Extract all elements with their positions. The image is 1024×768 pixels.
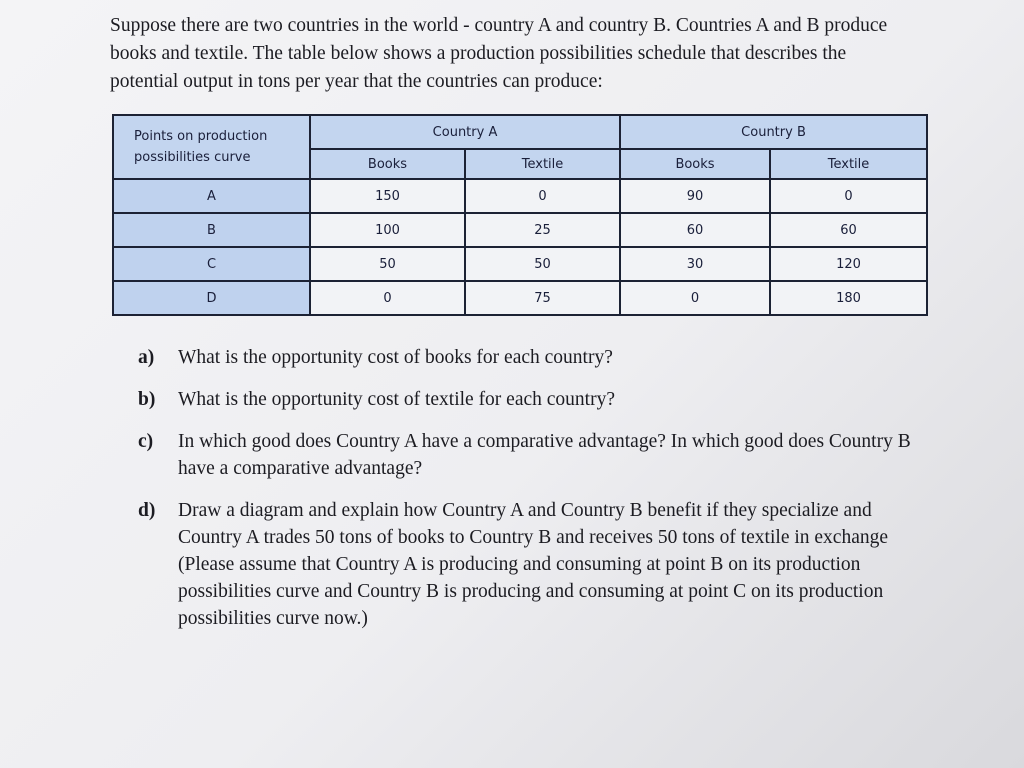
country-a-header: Country A <box>310 115 620 149</box>
b-textile-value: 60 <box>770 213 927 247</box>
production-possibilities-table <box>112 114 928 316</box>
point-label: A <box>113 179 310 213</box>
table-row <box>113 281 927 315</box>
question-marker: b) <box>138 389 156 410</box>
question-marker: a) <box>138 347 155 368</box>
table-row <box>113 179 927 213</box>
b-textile-value: 180 <box>770 281 927 315</box>
b-textile-value: 0 <box>770 179 927 213</box>
a-textile-value: 0 <box>465 179 620 213</box>
question-text: Draw a diagram and explain how Country A and Country B benefit if they specialize and Country A trades 50 tons of books to Country B and receives 50 tons of textile in exchange (Please assume that Country A is producing and consuming at point B on its production possibilities curve and Country B is producing and consuming at point C on its production possibilities curve now.) <box>178 500 889 629</box>
b-books-value: 90 <box>620 179 770 213</box>
country-b-header: Country B <box>620 115 927 149</box>
sub-header-a-books: Books <box>310 149 465 179</box>
b-books-value: 60 <box>620 213 770 247</box>
question-item <box>138 344 918 371</box>
question-item <box>138 386 918 413</box>
a-textile-value: 25 <box>465 213 620 247</box>
a-textile-value: 75 <box>465 281 620 315</box>
a-books-value: 0 <box>310 281 465 315</box>
point-label: B <box>113 213 310 247</box>
question-text: What is the opportunity cost of books for each country? <box>178 347 613 368</box>
a-textile-value: 50 <box>465 247 620 281</box>
a-books-value: 100 <box>310 213 465 247</box>
b-books-value: 0 <box>620 281 770 315</box>
table-row <box>113 213 927 247</box>
a-books-value: 150 <box>310 179 465 213</box>
question-list <box>138 344 918 647</box>
question-marker: c) <box>138 431 154 452</box>
question-item <box>138 497 918 632</box>
question-marker: d) <box>138 500 156 521</box>
question-text: What is the opportunity cost of textile for each country? <box>178 389 615 410</box>
sub-header-a-textile: Textile <box>465 149 620 179</box>
intro-paragraph: Suppose there are two countries in the world - country A and country B. Countries A and B produce books and textile. The table below shows a production possibilities schedule that describes the potential output in tons per year that the countries can produce: <box>110 15 888 92</box>
sub-header-b-books: Books <box>620 149 770 179</box>
sub-header-b-textile: Textile <box>770 149 927 179</box>
question-item <box>138 428 918 482</box>
b-books-value: 30 <box>620 247 770 281</box>
a-books-value: 50 <box>310 247 465 281</box>
point-label: C <box>113 247 310 281</box>
point-label: D <box>113 281 310 315</box>
b-textile-value: 120 <box>770 247 927 281</box>
points-header: Points on production possibilities curve <box>113 115 310 179</box>
table-row <box>113 247 927 281</box>
question-text: In which good does Country A have a comparative advantage? In which good does Country B have a comparative advantage? <box>178 431 911 479</box>
